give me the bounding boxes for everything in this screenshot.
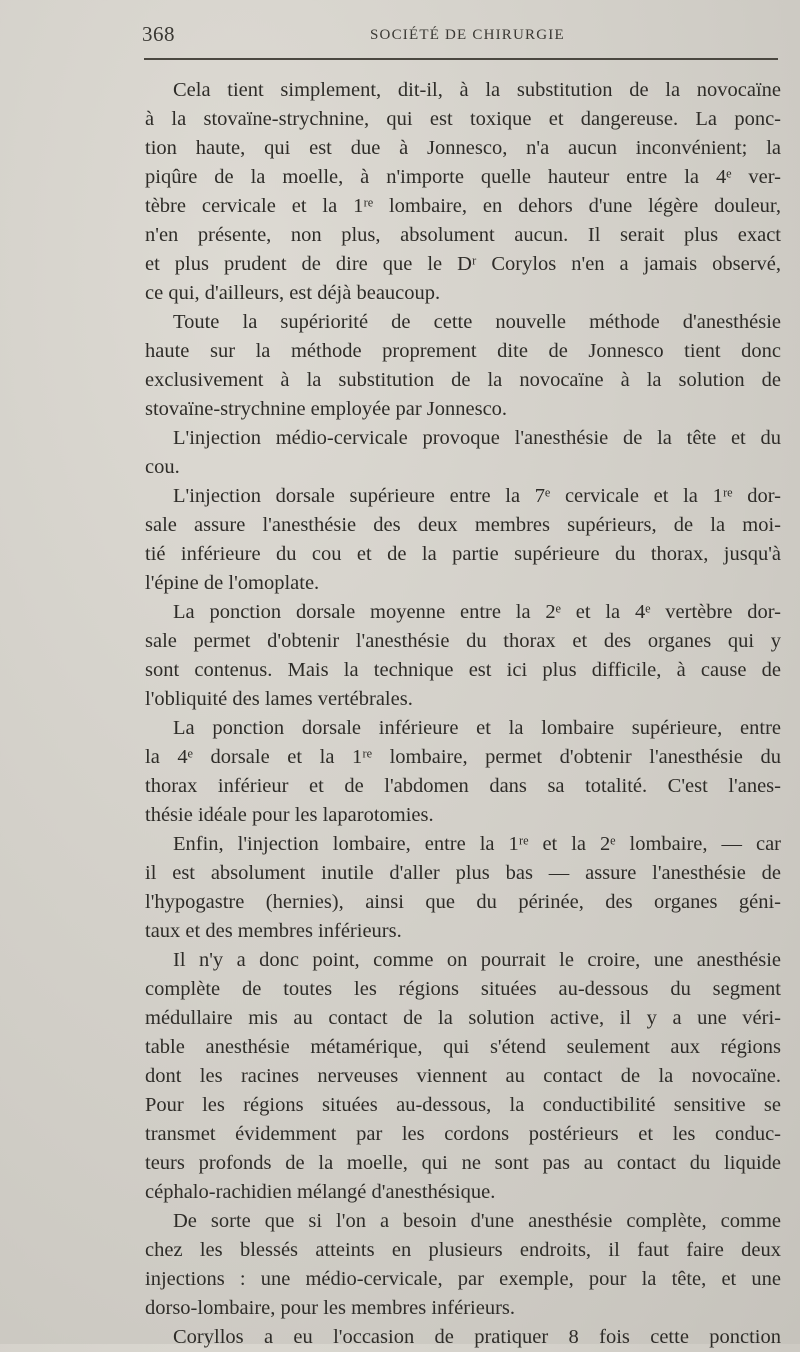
text-line: haute sur la méthode proprement dite de Jonnesco tient donc (145, 340, 781, 362)
text-line: La ponction dorsale moyenne entre la 2ᵉ et la 4ᵉ vertèbre dor- (173, 601, 781, 623)
text-line: Il n'y a donc point, comme on pourrait le croire, une anesthésie (173, 949, 781, 971)
text-line: L'injection dorsale supérieure entre la 7ᵉ cervicale et la 1ʳᵉ dor- (173, 485, 781, 507)
text-line: tèbre cervicale et la 1ʳᵉ lombaire, en dehors d'une légère douleur, (145, 195, 781, 217)
text-line: table anesthésie métamérique, qui s'étend seulement aux régions (145, 1036, 781, 1058)
page-number: 368 (142, 22, 175, 46)
running-header (0, 18, 800, 48)
text-line: Coryllos a eu l'occasion de pratiquer 8 fois cette ponction (173, 1326, 781, 1348)
text-line: dorso-lombaire, pour les membres inférieurs. (145, 1297, 516, 1319)
text-line: L'injection médio-cervicale provoque l'anesthésie de la tête et du (173, 427, 781, 449)
text-line: stovaïne-strychnine employée par Jonnesco. (145, 398, 508, 420)
text-line: Enfin, l'injection lombaire, entre la 1ʳᵉ et la 2ᵉ lombaire, — car (173, 833, 781, 855)
text-line: il est absolument inutile d'aller plus bas — assure l'anesthésie de (145, 862, 781, 884)
text-line: complète de toutes les régions situées au-dessous du segment (145, 978, 781, 1000)
text-line: piqûre de la moelle, à n'importe quelle hauteur entre la 4ᵉ ver- (145, 166, 781, 188)
text-line: La ponction dorsale inférieure et la lombaire supérieure, entre (173, 717, 781, 739)
text-line: dont les racines nerveuses viennent au contact de la novocaïne. (145, 1065, 781, 1087)
text-line: transmet évidemment par les cordons postérieurs et les conduc- (145, 1123, 781, 1145)
text-line: thorax inférieur et de l'abdomen dans sa totalité. C'est l'anes- (145, 775, 781, 797)
text-line: sale assure l'anesthésie des deux membres supérieurs, de la moi- (145, 514, 781, 536)
text-line: tié inférieure du cou et de la partie supérieure du thorax, jusqu'à (145, 543, 781, 565)
text-line: n'en présente, non plus, absolument aucun. Il serait plus exact (145, 224, 781, 246)
text-line: l'épine de l'omoplate. (145, 572, 320, 594)
text-line: tion haute, qui est due à Jonnesco, n'a aucun inconvénient; la (145, 137, 781, 159)
text-line: sont contenus. Mais la technique est ici plus difficile, à cause de (145, 659, 781, 681)
text-line: teurs profonds de la moelle, qui ne sont pas au contact du liquide (145, 1152, 781, 1174)
running-title: SOCIÉTÉ DE CHIRURGIE (370, 27, 565, 43)
text-line: sale permet d'obtenir l'anesthésie du thorax et des organes qui y (145, 630, 781, 652)
text-line: injections : une médio-cervicale, par exemple, pour la tête, et une (145, 1268, 781, 1290)
text-line: céphalo-rachidien mélangé d'anesthésique. (145, 1181, 496, 1203)
text-line: cou. (145, 456, 180, 478)
header-rule (144, 58, 778, 60)
text-line: thésie idéale pour les laparotomies. (145, 804, 434, 826)
body-text (145, 76, 781, 1352)
text-line: la 4ᵉ dorsale et la 1ʳᵉ lombaire, permet d'obtenir l'anesthésie du (145, 746, 781, 768)
text-line: exclusivement à la substitution de la novocaïne à la solution de (145, 369, 781, 391)
text-line: à la stovaïne-strychnine, qui est toxique et dangereuse. La ponc- (145, 108, 781, 130)
text-line: taux et des membres inférieurs. (145, 920, 402, 942)
text-line: ce qui, d'ailleurs, est déjà beaucoup. (145, 282, 441, 304)
text-line: chez les blessés atteints en plusieurs endroits, il faut faire deux (145, 1239, 781, 1261)
text-line: médullaire mis au contact de la solution active, il y a une véri- (145, 1007, 781, 1029)
text-line: et plus prudent de dire que le Dʳ Corylos n'en a jamais observé, (145, 253, 781, 275)
text-line: Cela tient simplement, dit-il, à la substitution de la novocaïne (173, 79, 781, 101)
text-line: De sorte que si l'on a besoin d'une anesthésie complète, comme (173, 1210, 781, 1232)
text-line: l'obliquité des lames vertébrales. (145, 688, 413, 710)
text-line: Toute la supériorité de cette nouvelle méthode d'anesthésie (173, 311, 781, 333)
text-line: Pour les régions situées au-dessous, la conductibilité sensitive se (145, 1094, 781, 1116)
text-line: l'hypogastre (hernies), ainsi que du périnée, des organes géni- (145, 891, 781, 913)
